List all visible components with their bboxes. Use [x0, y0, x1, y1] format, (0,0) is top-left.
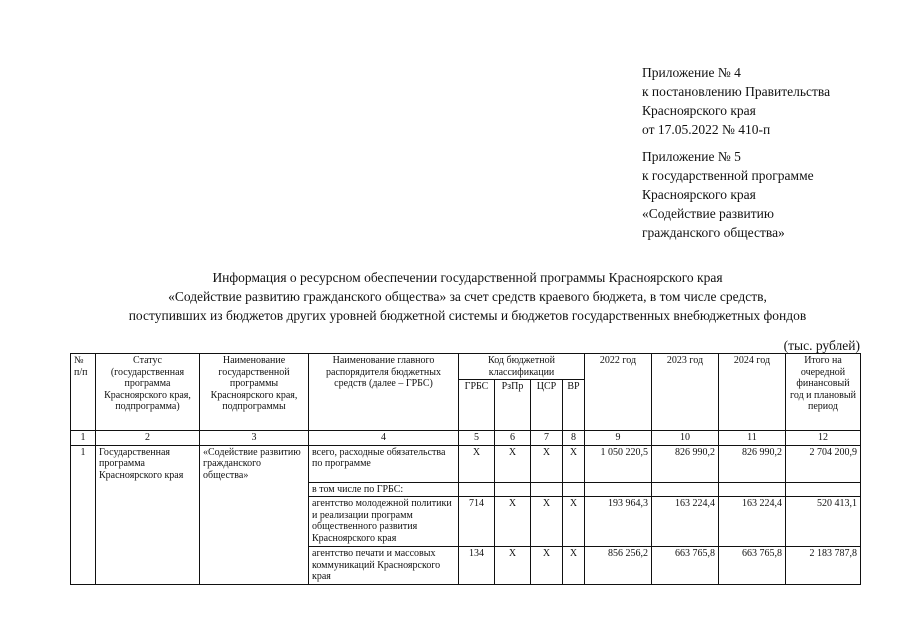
- header-code-rzpr: РзПр: [495, 380, 531, 431]
- annex-4-line-4: от 17.05.2022 № 410-п: [642, 122, 771, 137]
- header-2022: 2022 год: [585, 354, 652, 431]
- header-code-vr: ВР: [563, 380, 585, 431]
- empty-cell: [563, 482, 585, 497]
- header-status: Статус (государственная программа Красноярского края, подпрограмма): [96, 354, 200, 431]
- empty-cell: [96, 547, 200, 585]
- header-2023: 2023 год: [652, 354, 719, 431]
- title-line-1: Информация о ресурсном обеспечении государственной программы Красноярского края: [212, 270, 723, 285]
- empty-cell: [495, 482, 531, 497]
- row-total-2022: 1 050 220,5: [585, 445, 652, 482]
- resource-table: [70, 353, 861, 585]
- title-line-2: «Содействие развитию гражданского общества» за счет средств краевого бюджета, в том числе средств,: [168, 289, 767, 304]
- header-name: Наименование государственной программы Красноярского края, подпрограммы: [200, 354, 309, 431]
- annex-5-line-3: Красноярского края: [642, 187, 756, 202]
- row-num: 1: [71, 445, 96, 482]
- header-code-grbs: ГРБС: [459, 380, 495, 431]
- col-number: 11: [719, 431, 786, 446]
- annex-5-line-2: к государственной программе: [642, 168, 814, 183]
- row-program-name: «Содействие развитию гражданского общества»: [200, 445, 309, 482]
- row-press-2023: 663 765,8: [652, 547, 719, 585]
- col-number: 10: [652, 431, 719, 446]
- row-youth-sum: 520 413,1: [786, 497, 861, 547]
- row-press-grbs: 134: [459, 547, 495, 585]
- empty-cell: [200, 482, 309, 497]
- header-code-csr: ЦСР: [531, 380, 563, 431]
- row-total-label: всего, расходные обязательства по программе: [309, 445, 459, 482]
- empty-cell: [71, 497, 96, 547]
- header-2024: 2024 год: [719, 354, 786, 431]
- annex-4-line-3: Красноярского края: [642, 103, 756, 118]
- row-youth-agency-label: агентство молодежной политики и реализации программ общественного развития Красноярского края: [309, 497, 459, 547]
- col-number: 2: [96, 431, 200, 446]
- row-press-rzpr: Х: [495, 547, 531, 585]
- empty-cell: [71, 547, 96, 585]
- empty-cell: [786, 482, 861, 497]
- document-title: [60, 268, 875, 325]
- row-youth-2022: 193 964,3: [585, 497, 652, 547]
- row-total-grbs: Х: [459, 445, 495, 482]
- row-youth-rzpr: Х: [495, 497, 531, 547]
- col-number: 9: [585, 431, 652, 446]
- empty-cell: [719, 482, 786, 497]
- annex-4-line-2: к постановлению Правительства: [642, 84, 831, 99]
- annex-5-header: [642, 147, 814, 242]
- row-total-2023: 826 990,2: [652, 445, 719, 482]
- row-press-2024: 663 765,8: [719, 547, 786, 585]
- empty-cell: [200, 547, 309, 585]
- row-press-vr: Х: [563, 547, 585, 585]
- title-line-3: поступивших из бюджетов других уровней бюджетной системы и бюджетов государственных внебюджетных фондов: [128, 308, 807, 323]
- row-press-2022: 856 256,2: [585, 547, 652, 585]
- col-number: 8: [563, 431, 585, 446]
- row-press-csr: Х: [531, 547, 563, 585]
- empty-cell: [200, 497, 309, 547]
- header-total: Итого на очередной финансовый год и плановый период: [786, 354, 861, 431]
- annex-5-line-4: «Содействие развитию: [642, 206, 774, 221]
- row-youth-2024: 163 224,4: [719, 497, 786, 547]
- row-grbs-intro: в том числе по ГРБС:: [309, 482, 459, 497]
- annex-5-line-1: Приложение № 5: [642, 149, 741, 164]
- row-youth-csr: Х: [531, 497, 563, 547]
- row-status: Государственная программа Красноярского края: [96, 445, 200, 482]
- col-number: 5: [459, 431, 495, 446]
- row-press-agency-label: агентство печати и массовых коммуникаций Красноярского края: [309, 547, 459, 585]
- annex-5-line-5: гражданского общества»: [642, 225, 785, 240]
- empty-cell: [531, 482, 563, 497]
- row-youth-vr: Х: [563, 497, 585, 547]
- col-number: 7: [531, 431, 563, 446]
- row-total-csr: Х: [531, 445, 563, 482]
- row-total-rzpr: Х: [495, 445, 531, 482]
- header-grbs-name: Наименование главного распорядителя бюджетных средств (далее – ГРБС): [309, 354, 459, 431]
- annex-4-header: [642, 63, 830, 139]
- row-total-2024: 826 990,2: [719, 445, 786, 482]
- row-youth-2023: 163 224,4: [652, 497, 719, 547]
- empty-cell: [96, 482, 200, 497]
- header-num: № п/п: [71, 354, 96, 431]
- col-number: 12: [786, 431, 861, 446]
- col-number: 1: [71, 431, 96, 446]
- empty-cell: [585, 482, 652, 497]
- row-total-vr: Х: [563, 445, 585, 482]
- annex-4-line-1: Приложение № 4: [642, 65, 741, 80]
- empty-cell: [459, 482, 495, 497]
- empty-cell: [96, 497, 200, 547]
- empty-cell: [652, 482, 719, 497]
- col-number: 6: [495, 431, 531, 446]
- empty-cell: [71, 482, 96, 497]
- col-number: 3: [200, 431, 309, 446]
- row-total-sum: 2 704 200,9: [786, 445, 861, 482]
- units-label: (тыс. рублей): [783, 338, 860, 353]
- col-number: 4: [309, 431, 459, 446]
- row-youth-grbs: 714: [459, 497, 495, 547]
- row-press-sum: 2 183 787,8: [786, 547, 861, 585]
- header-code: Код бюджетной классификации: [459, 354, 585, 380]
